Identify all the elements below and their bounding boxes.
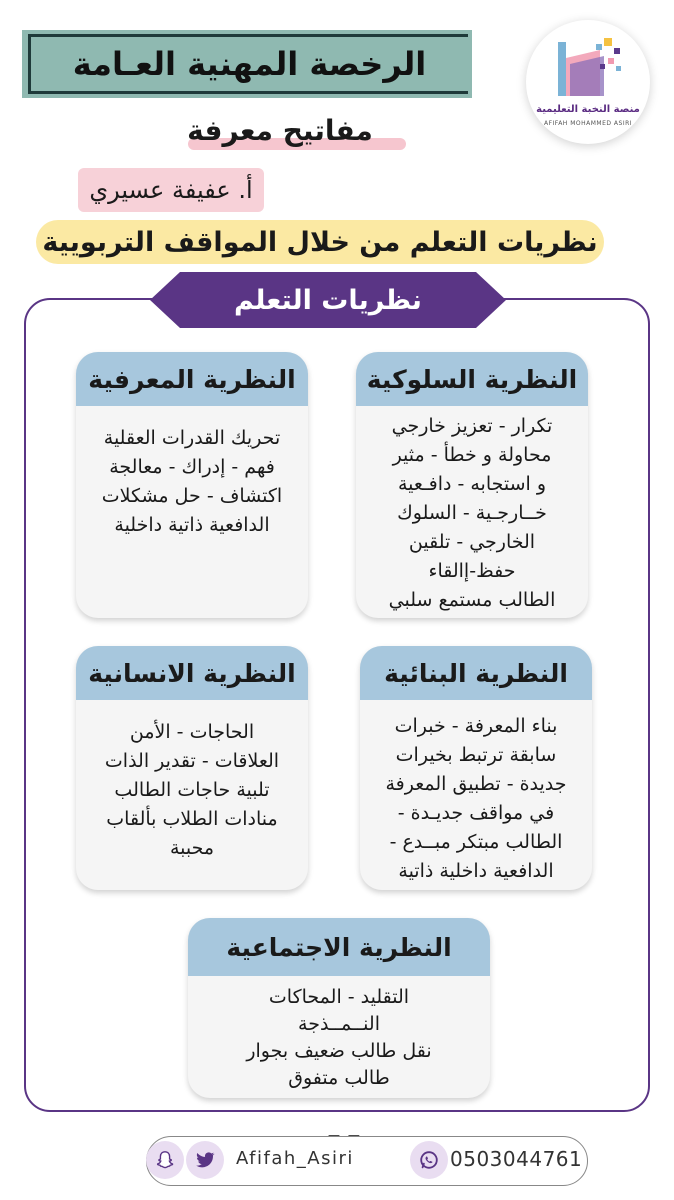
phone-number: 0503044761 [450,1147,583,1171]
section-title-ribbon [150,272,506,328]
text-line: تكرار - تعزيز خارجي [391,415,553,437]
logo [526,20,650,144]
text-line: في مواقف جديـدة - [397,802,555,824]
card-social-body [188,984,490,1092]
text-line: الطالب مبتكر مبــدع - [389,831,563,853]
twitter-icon[interactable] [186,1141,224,1179]
text-line: الدافعية ذاتية داخلية [114,514,270,536]
card-humanistic-title: النظرية الانسانية [76,646,308,700]
text-line: سابقة ترتبط بخيرات [395,744,557,766]
card-social [188,918,490,1098]
card-behavioral [356,352,588,618]
social-handle: Afifah_Asiri [236,1148,354,1169]
text-line: الخارجي - تلقين [408,531,536,553]
text-line: تلبية حاجات الطالب [114,779,270,801]
text-line: فهم - إدراك - معالجة [109,456,275,478]
text-line: محببة [169,837,215,859]
text-line: التقليد - المحاكات [268,986,410,1008]
text-line: تحريك القدرات العقلية [103,427,281,449]
text-line: و استجابه - دافـعية [397,473,547,495]
section-title: نظريات التعلم [234,284,422,316]
header-banner [28,34,468,94]
card-constructivist-title: النظرية البنائية [360,646,592,700]
card-behavioral-title: النظرية السلوكية [356,352,588,406]
page-title: الرخصة المهنية العـامة [72,45,427,83]
card-constructivist [360,646,592,890]
card-social-title: النظرية الاجتماعية [188,918,490,976]
card-cognitive-title: النظرية المعرفية [76,352,308,406]
author-name: أ. عفيفة عسيري [78,168,264,212]
text-line: حفظ-إالقاء [428,560,516,582]
card-humanistic-body [76,718,308,863]
text-line: جديدة - تطبيق المعرفة [385,773,567,795]
text-line: العلاقات - تقدير الذات [104,750,280,772]
books-pixels-icon [548,34,628,104]
card-constructivist-body [360,712,592,886]
text-line: النــمــذجة [298,1013,380,1035]
snapchat-icon[interactable] [146,1141,184,1179]
text-line: منادات الطلاب بألقاب [106,808,278,830]
logo-english-name: AFIFAH MOHAMMED ASIRI [543,120,633,127]
card-cognitive [76,352,308,618]
text-line: بناء المعرفة - خبرات [394,715,558,737]
text-line: اكتشاف - حل مشكلات [101,485,283,507]
card-cognitive-body [76,424,308,540]
text-line: الدافعية داخلية ذاتية [398,860,554,882]
topic-title: نظريات التعلم من خلال المواقف التربويية [36,220,604,264]
card-humanistic [76,646,308,890]
footer-dashes: — — [328,1128,362,1142]
text-line: نقل طالب ضعيف بجوار [246,1040,432,1062]
logo-name: منصة النخبة التعليمية [536,104,640,115]
text-line: الحاجات - الأمن [129,721,255,743]
text-line: محاولة و خطأ - مثير [392,444,552,466]
text-line: الطالب مستمع سلبي [388,589,556,611]
text-line: طالب متفوق [288,1067,390,1089]
whatsapp-icon[interactable] [410,1141,448,1179]
subtitle: مفاتيح معرفة [187,114,373,147]
text-line: خــارجـية - السلوك [397,502,547,524]
card-behavioral-body [356,412,588,615]
